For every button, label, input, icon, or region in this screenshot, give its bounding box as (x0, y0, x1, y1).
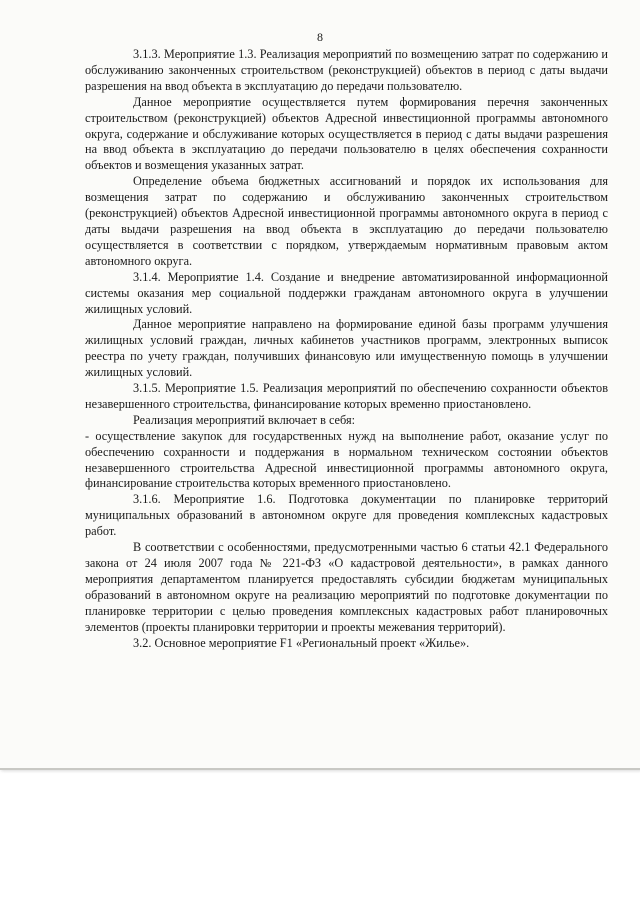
paragraph-3-1-4-description: Данное мероприятие направлено на формирование единой базы программ улучшения жилищных условий граждан, личных кабинетов участников программ, электронных выписок реестра по учету граждан, получивших финансовую или имущественную помощь в улучшении жилищных условий. (85, 317, 608, 380)
paragraph-3-2: 3.2. Основное мероприятие F1 «Региональный проект «Жилье». (133, 635, 470, 650)
paragraph-3-1-4: 3.1.4. Мероприятие 1.4. Создание и внедрение автоматизированной информационной системы оказания мер социальной поддержки гражданам автономного округа в улучшении жилищных условий. (85, 269, 608, 316)
paragraph-3-1-6: 3.1.6. Мероприятие 1.6. Подготовка документации по планировке территорий муниципальных образований в автономном округе для проведения комплексных кадастровых работ. (85, 492, 608, 539)
paragraph-3-1-3-funding: Определение объема бюджетных ассигнований и порядок их использования для возмещения затрат по содержанию и обслуживанию законченных строительством (реконструкцией) объектов Адресной инвестиционной программы автономного округа в период с даты выдачи разрешения на ввод объекта в эксплуатацию до передачи пользователю осуществляется в соответствии с порядком, утверждаемым нормативным правовым актом автономного округа. (85, 174, 608, 268)
paragraph-3-1-6-description: В соответствии с особенностями, предусмотренными частью 6 статьи 42.1 Федерального закона от 24 июля 2007 года № 221-ФЗ «О кадастровой деятельности», в рамках данного мероприятия департаментом планируется предоставлять субсидии бюджетам муниципальных образований в автономном округе на реализацию мероприятий по подготовке документации по планировке территории с целью проведения комплексных кадастровых работ планировочных элементов (проекты планировки территории и проекты межевания территорий). (85, 540, 608, 634)
page-number: 8 (317, 30, 323, 44)
paragraph-3-1-5-list-item: - осуществление закупок для государственных нужд на выполнение работ, оказание услуг по обеспечению сохранности и поддержания в нормальном техническом состоянии объектов незавершенного строительства Адресной инвестиционной программы автономного округа, финансирование строительства которых временного приостановлено. (85, 428, 608, 491)
paragraph-3-1-5-intro: Реализация мероприятий включает в себя: (133, 412, 356, 427)
paragraph-3-1-3: 3.1.3. Мероприятие 1.3. Реализация мероприятий по возмещению затрат по содержанию и обслуживанию законченных строительством (реконструкцией) объектов в период с даты выдачи разрешения на ввод объекта в эксплуатацию до передачи пользователю. (85, 47, 608, 93)
paragraph-3-1-3-description: Данное мероприятие осуществляется путем формирования перечня законченных строительством (реконструкцией) объектов Адресной инвестиционной программы автономного округа, содержание и обслуживание которых осуществляется в период с даты выдачи разрешения на ввод объекта в эксплуатацию до передачи пользователю в целях обеспечения сохранности объектов и возмещения указанных затрат. (85, 94, 608, 173)
paragraph-3-1-5: 3.1.5. Мероприятие 1.5. Реализация мероприятий по обеспечению сохранности объектов незавершенного строительства, финансирование которых временно приостановлено. (85, 381, 608, 411)
document-body (85, 47, 608, 651)
